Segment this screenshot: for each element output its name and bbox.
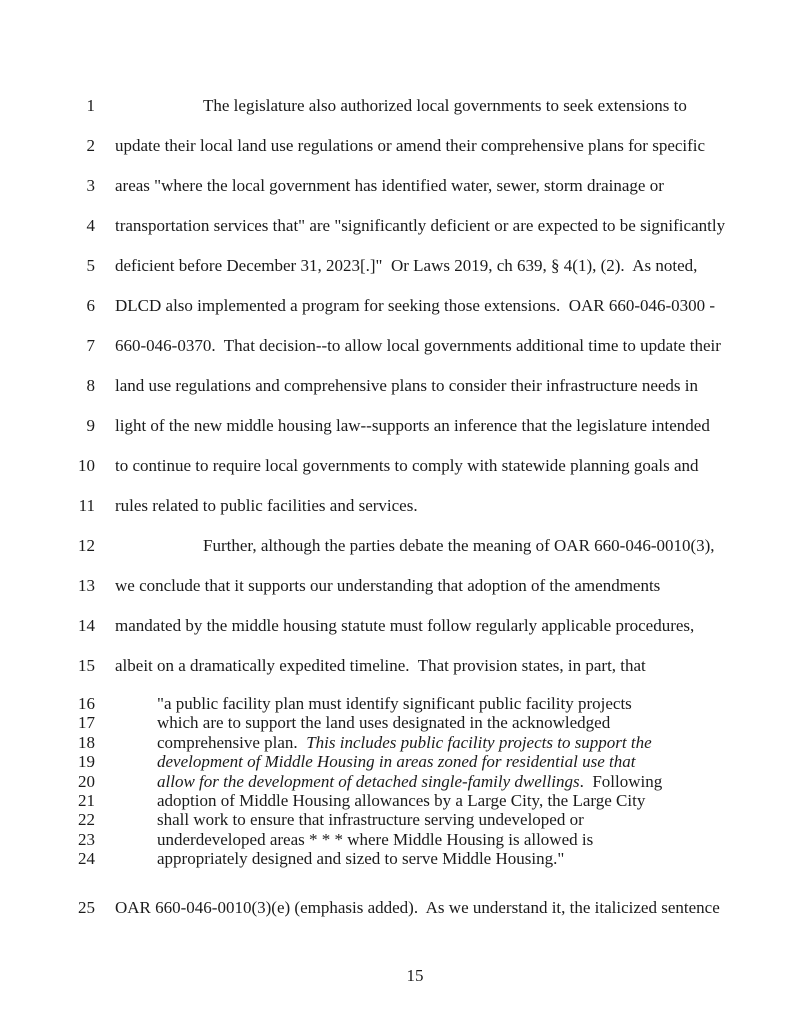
line-number: 20 [78,771,95,791]
line-text: we conclude that it supports our understanding that adoption of the amendments [115,576,661,595]
document-line [0,126,790,166]
line-number: 15 [78,656,95,675]
line-number: 23 [78,829,95,849]
document-line [0,366,790,406]
document-line [0,86,790,126]
line-number: 1 [86,96,95,115]
line-text: adoption of Middle Housing allowances by a Large City, the Large City [157,790,646,810]
document-line [0,791,790,810]
document-line [0,752,790,771]
emphasized-text: allow for the development of detached single-family dwellings [157,771,580,791]
line-text: The legislature also authorized local governments to seek extensions to [203,96,687,115]
document-line [0,810,790,829]
line-number: 19 [78,752,95,772]
line-number: 8 [86,376,95,395]
document-line [0,888,790,928]
line-text: to continue to require local governments to comply with statewide planning goals and [115,456,699,475]
line-number: 18 [78,732,95,752]
document-line [0,646,790,686]
line-number: 3 [86,176,95,195]
line-list [0,86,790,928]
document-line [0,206,790,246]
line-number: 4 [86,216,95,235]
document-line [0,166,790,206]
document-line [0,606,790,646]
line-text: Further, although the parties debate the meaning of OAR 660-046-0010(3), [203,536,715,555]
line-number: 11 [78,496,95,515]
line-text: DLCD also implemented a program for seeking those extensions. OAR 660-046-0300 - [115,296,716,315]
line-text: mandated by the middle housing statute must follow regularly applicable procedures, [115,616,695,635]
line-text: which are to support the land uses designated in the acknowledged [157,713,611,733]
line-text: underdeveloped areas * * * where Middle Housing is allowed is [157,829,594,849]
line-text: comprehensive plan. This includes public facility projects to support the [157,732,652,752]
line-number: 7 [86,336,95,355]
line-number: 5 [86,256,95,275]
document-line [0,830,790,849]
line-text: shall work to ensure that infrastructure serving undeveloped or [157,810,584,830]
line-number: 13 [78,576,95,595]
line-number: 2 [86,136,95,155]
line-text: allow for the development of detached single-family dwellings. Following [157,771,663,791]
document-line [0,733,790,752]
line-text: rules related to public facilities and services. [115,496,418,515]
line-text: areas "where the local government has identified water, sewer, storm drainage or [115,176,664,195]
line-text: deficient before December 31, 2023[.]" Or Laws 2019, ch 639, § 4(1), (2). As noted, [115,256,698,275]
page-number: 15 [406,966,424,985]
document-line [0,526,790,566]
line-text: update their local land use regulations or amend their comprehensive plans for specific [115,136,706,155]
document-line [0,406,790,446]
document-line [0,486,790,526]
document-line [0,772,790,791]
line-text: OAR 660-046-0010(3)(e) (emphasis added). As we understand it, the italicized sentence [115,897,720,917]
line-number: 12 [78,536,95,555]
document-line [0,849,790,868]
line-text: light of the new middle housing law--supports an inference that the legislature intended [115,416,710,435]
line-number: 9 [86,416,95,435]
document-line [0,246,790,286]
line-number: 22 [78,810,95,830]
line-text: 660-046-0370. That decision--to allow local governments additional time to update their [115,336,721,355]
line-number: 25 [78,897,95,917]
line-number: 21 [78,790,95,810]
document-line [0,713,790,732]
line-text: land use regulations and comprehensive plans to consider their infrastructure needs in [115,376,699,395]
line-text: albeit on a dramatically expedited timeline. That provision states, in part, that [115,656,646,675]
line-text: appropriately designed and sized to serve Middle Housing." [157,849,565,869]
document-line [0,326,790,366]
line-text [95,752,635,771]
document-line [0,446,790,486]
document-line [0,694,790,713]
line-text: "a public facility plan must identify significant public facility projects [157,694,632,713]
line-number: 6 [86,296,95,315]
line-text: transportation services that" are "significantly deficient or are expected to be significantly [115,216,726,235]
document-line [0,566,790,606]
document-line [0,286,790,326]
emphasized-text: development of Middle Housing in areas zoned for residential use that [157,752,636,772]
line-number: 10 [78,456,95,475]
line-number: 16 [78,694,95,713]
line-number: 17 [78,713,95,733]
line-number: 14 [78,616,95,635]
emphasized-text: This includes public facility projects to support the [306,732,652,752]
line-number: 24 [78,849,95,869]
